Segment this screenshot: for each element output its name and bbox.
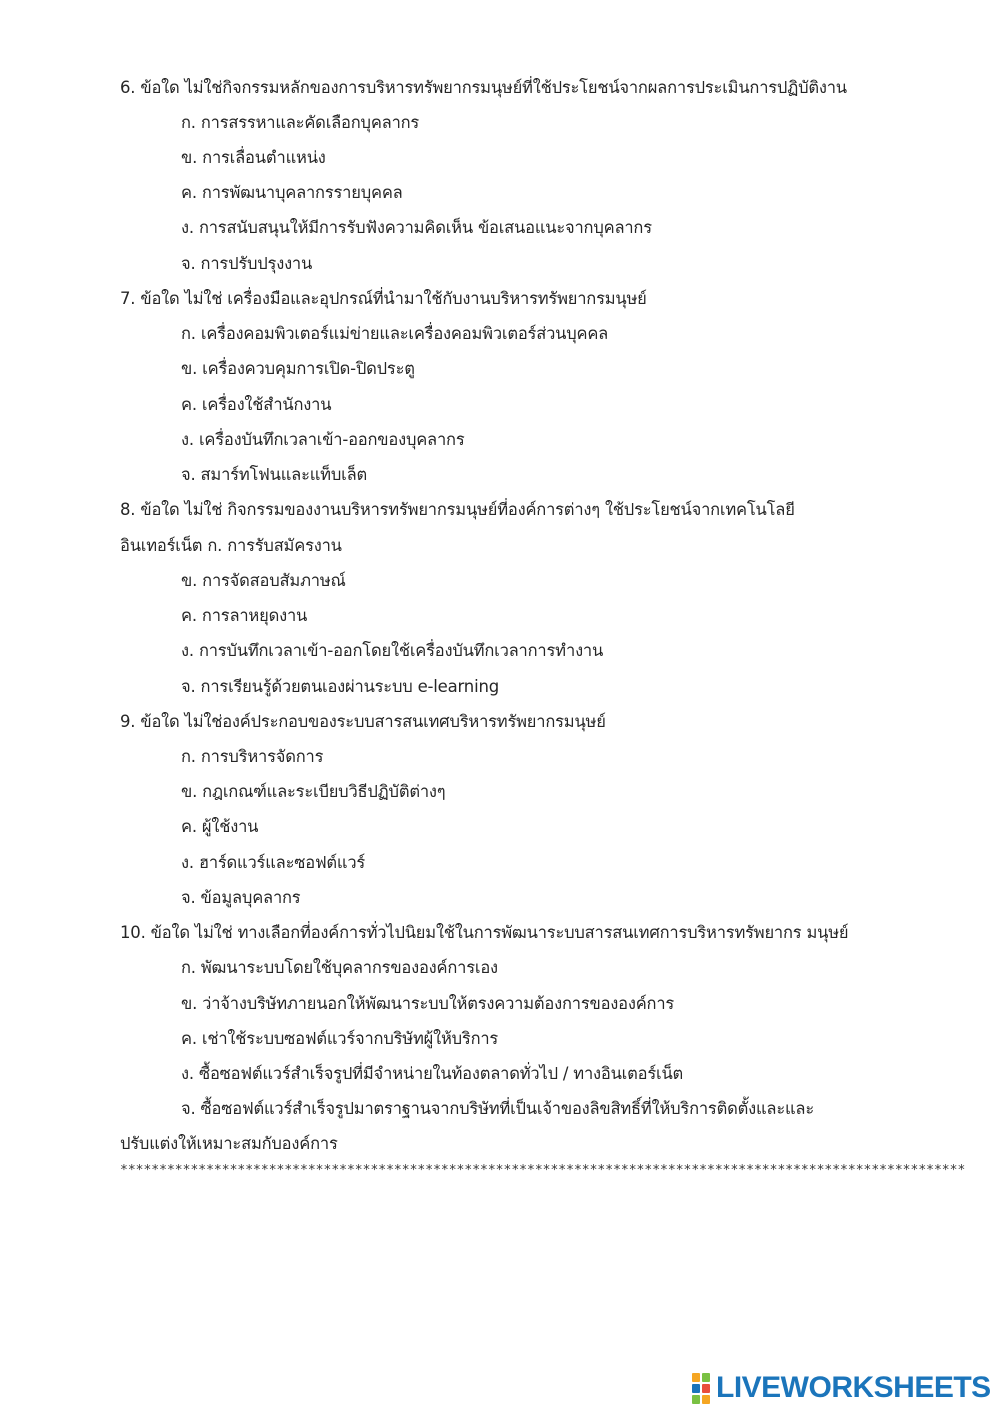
question-7-option-d: ง. เครื่องบันทึกเวลาเข้า-ออกของบุคลากร bbox=[181, 430, 465, 449]
question-6-option-a: ก. การสรรหาและคัดเลือกบุคลากร bbox=[181, 113, 420, 132]
question-7-option-b: ข. เครื่องควบคุมการเปิด-ปิดประตู bbox=[181, 359, 415, 378]
asterisk-divider: ************************************************************************************************************ bbox=[120, 1163, 966, 1178]
question-9-option-a: ก. การบริหารจัดการ bbox=[181, 747, 324, 766]
question-10-option-d: ง. ซื้อซอฟต์แวร์สำเร็จรูปที่มีจำหน่ายในท้องตลาดทั่วไป / ทางอินเตอร์เน็ต bbox=[181, 1064, 684, 1083]
question-8-option-e: จ. การเรียนรู้ด้วยตนเองผ่านระบบ e-learning bbox=[181, 677, 499, 696]
question-10-stem: 10. ข้อใด ไม่ใช่ ทางเลือกที่องค์การทั่วไปนิยมใช้ในการพัฒนาระบบสารสนเทศการบริหารทรัพยากร มนุษย์ bbox=[120, 923, 849, 942]
question-8-option-c: ค. การลาหยุดงาน bbox=[181, 606, 308, 625]
question-6-option-c: ค. การพัฒนาบุคลากรรายบุคคล bbox=[181, 183, 403, 202]
liveworksheets-logo bbox=[692, 1370, 992, 1406]
question-7-option-e: จ. สมาร์ทโฟนและแท็บเล็ต bbox=[181, 465, 367, 484]
question-6-option-d: ง. การสนับสนุนให้มีการรับฟังความคิดเห็น ข้อเสนอแนะจากบุคลากร bbox=[181, 218, 652, 237]
question-6-stem: 6. ข้อใด ไม่ใช่กิจกรรมหลักของการบริหารทรัพยากรมนุษย์ที่ใช้ประโยชน์จากผลการประเมินการปฏิบัติงาน bbox=[120, 78, 847, 97]
brand-name: LIVEWORKSHEETS bbox=[716, 1371, 991, 1404]
question-10-option-e: จ. ซื้อซอฟต์แวร์สำเร็จรูปมาตราฐานจากบริษัทที่เป็นเจ้าของลิขสิทธิ์ที่ให้บริการติดตั้งและและ bbox=[181, 1099, 814, 1118]
question-10-option-a: ก. พัฒนาระบบโดยใช้บุคลากรขององค์การเอง bbox=[181, 958, 498, 977]
logo-blocks-icon bbox=[692, 1373, 710, 1404]
question-9-stem: 9. ข้อใด ไม่ใช่องค์ประกอบของระบบสารสนเทศบริหารทรัพยากรมนุษย์ bbox=[120, 712, 606, 731]
question-6-option-e: จ. การปรับปรุงงาน bbox=[181, 254, 313, 273]
question-9-option-d: ง. ฮาร์ดแวร์และซอฟต์แวร์ bbox=[181, 853, 366, 872]
question-8-stem-continued: อินเทอร์เน็ต ก. การรับสมัครงาน bbox=[120, 536, 342, 555]
question-8-option-d: ง. การบันทึกเวลาเข้า-ออกโดยใช้เครื่องบันทึกเวลาการทำงาน bbox=[181, 641, 604, 660]
question-6-option-b: ข. การเลื่อนตำแหน่ง bbox=[181, 148, 326, 167]
question-7-stem: 7. ข้อใด ไม่ใช่ เครื่องมือและอุปกรณ์ที่นำมาใช้กับงานบริหารทรัพยากรมนุษย์ bbox=[120, 289, 647, 308]
question-7-option-c: ค. เครื่องใช้สำนักงาน bbox=[181, 395, 332, 414]
question-10-option-b: ข. ว่าจ้างบริษัทภายนอกให้พัฒนาระบบให้ตรงความต้องการขององค์การ bbox=[181, 994, 675, 1013]
question-9-option-e: จ. ข้อมูลบุคลากร bbox=[181, 888, 301, 907]
question-9-option-c: ค. ผู้ใช้งาน bbox=[181, 817, 259, 836]
question-8-stem: 8. ข้อใด ไม่ใช่ กิจกรรมของงานบริหารทรัพยากรมนุษย์ที่องค์การต่างๆ ใช้ประโยชน์จากเทคโนโลยี bbox=[120, 500, 795, 519]
question-10-option-c: ค. เช่าใช้ระบบซอฟต์แวร์จากบริษัทผู้ให้บริการ bbox=[181, 1029, 499, 1048]
question-8-option-b: ข. การจัดสอบสัมภาษณ์ bbox=[181, 571, 346, 590]
question-10-option-e-continued: ปรับแต่งให้เหมาะสมกับองค์การ bbox=[120, 1134, 338, 1153]
question-9-option-b: ข. กฎเกณฑ์และระเบียบวิธีปฏิบัติต่างๆ bbox=[181, 782, 446, 801]
question-7-option-a: ก. เครื่องคอมพิวเตอร์แม่ข่ายและเครื่องคอมพิวเตอร์ส่วนบุคคล bbox=[181, 324, 609, 343]
